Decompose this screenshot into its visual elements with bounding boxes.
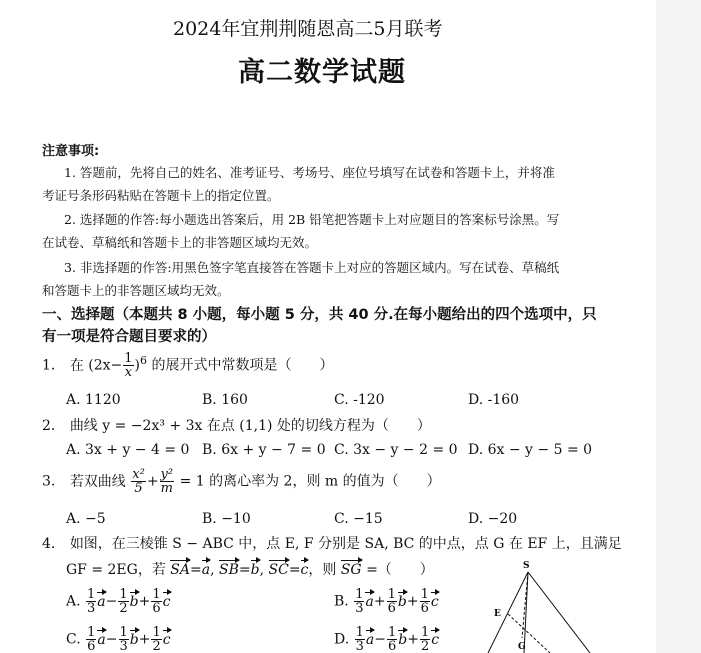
- q4-option-d: D. $\frac{1}{3}$ a− $\frac{1}{6}$ b+ $\frac{1}{2}$ c: [334, 625, 440, 653]
- question-4-line-1: [42, 533, 622, 553]
- q4c-vec-c: c: [162, 631, 171, 648]
- q4a-frac-3: [151, 588, 161, 615]
- question-4-number: 4.: [42, 536, 56, 552]
- q4c-frac-1-den: 6: [87, 639, 96, 653]
- q4-option-c-label: C.: [66, 631, 81, 648]
- q4a-vec-a: a: [97, 593, 106, 610]
- q4c-frac-3-num: 1: [152, 625, 161, 640]
- question-4-text-2b: ，则: [308, 562, 337, 578]
- question-3-post: = 1 的离心率为 2，则 m 的值为（ ）: [179, 473, 441, 490]
- q4a-frac-1-den: 3: [87, 601, 96, 616]
- q4a-vec-b: b: [129, 593, 139, 610]
- q4-option-b-label: B.: [334, 593, 349, 610]
- q4a-frac-1-num: 1: [87, 587, 96, 602]
- q4-option-a-label: A.: [66, 593, 81, 610]
- question-1-frac-den: x: [124, 365, 133, 380]
- q4c-frac-3: [151, 626, 161, 653]
- question-1: [42, 352, 333, 379]
- question-2-number: 2.: [42, 418, 56, 434]
- question-3-fraction-1: [131, 468, 146, 495]
- q2-option-b: B. 6x + y − 7 = 0: [202, 442, 326, 458]
- q4d-frac-1-num: 1: [355, 625, 364, 640]
- question-1-post: 的展开式中常数项是（ ）: [151, 357, 334, 374]
- q4c-frac-3-den: 2: [152, 639, 161, 653]
- question-1-exponent: 6: [140, 353, 148, 367]
- vector-a: a: [201, 562, 211, 578]
- question-4-line-2: GF = 2EG，若 SA=a, SB=b, SC=c，则 SG =（ ）: [66, 562, 434, 578]
- q4b-frac-1-num: 1: [355, 587, 364, 602]
- vector-b: b: [250, 562, 260, 578]
- q4d-frac-1: [355, 626, 365, 653]
- q4c-frac-2-num: 1: [119, 625, 128, 640]
- notice-title: 注意事项:: [42, 144, 100, 159]
- question-4-text-2c: =（ ）: [366, 562, 434, 578]
- q3-option-a: A. −5: [66, 511, 106, 527]
- subject-title: 高二数学试题: [238, 57, 406, 88]
- q4b-frac-2: [387, 588, 397, 615]
- q3-option-b: B. −10: [202, 511, 251, 527]
- q4c-vec-a: a: [97, 631, 106, 648]
- edge-sc: [528, 572, 590, 653]
- q4d-frac-3-num: 1: [421, 625, 430, 640]
- notice-item-2-line-2: 在试卷、草稿纸和答题卡上的非答题区域均无效。: [42, 235, 318, 250]
- notice-item-1-line-1: 1. 答题前，先将自己的姓名、准考证号、考场号、座位号填写在试卷和答题卡上，并将准: [64, 165, 555, 180]
- q4a-frac-1: [86, 588, 96, 615]
- q4-option-b: B. $\frac{1}{3}$ a+ $\frac{1}{6}$ b+ $\frac{1}{6}$ c: [334, 587, 439, 616]
- q4b-frac-3-den: 6: [420, 601, 429, 616]
- question-1-fraction: [123, 352, 133, 379]
- notice-item-3-line-1: 3. 非选择题的作答:用黑色签字笔直接答在答题卡上对应的答题区域内。写在试卷、草稿纸: [64, 260, 560, 275]
- q4c-vec-b: b: [129, 631, 139, 648]
- question-1-paren-open: (2x−: [88, 357, 123, 374]
- question-3-pre: 若双曲线: [69, 473, 126, 490]
- question-1-paren-close: ): [134, 357, 141, 374]
- q4a-frac-2-num: 1: [119, 587, 128, 602]
- question-3-fraction-2: [160, 468, 175, 495]
- question-4-text-2a: GF = 2EG，若: [66, 562, 166, 578]
- q1-option-d: D. -160: [468, 392, 520, 408]
- question-3-plus: +: [146, 473, 159, 490]
- q2-option-c: C. 3x − y − 2 = 0: [334, 442, 458, 458]
- q4d-frac-1-den: 3: [355, 639, 364, 653]
- q2-option-d: D. 6x − y − 5 = 0: [468, 442, 593, 458]
- vector-sa: SA: [170, 562, 190, 578]
- q4b-frac-2-num: 1: [387, 587, 396, 602]
- vector-sc: SC: [268, 562, 289, 578]
- q4a-frac-2: [118, 588, 128, 615]
- question-2-text: 曲线 y = −2x³ + 3x 在点 (1,1) 处的切线方程为（ ）: [69, 418, 431, 434]
- q3-option-d: D. −20: [468, 511, 518, 527]
- q4d-vec-c: c: [431, 631, 440, 648]
- q4b-frac-2-den: 6: [387, 601, 396, 616]
- question-3-frac2-den: m: [160, 481, 173, 496]
- q2-option-a: A. 3x + y − 4 = 0: [66, 442, 190, 458]
- segment-ef: [508, 614, 550, 653]
- q4c-frac-2-den: 3: [119, 639, 128, 653]
- question-3-frac2-num: y²: [160, 467, 174, 482]
- q4b-vec-b: b: [397, 593, 407, 610]
- q1-option-a: A. 1120: [66, 392, 121, 408]
- notice-item-3-line-2: 和答题卡上的非答题区域均无效。: [42, 283, 230, 298]
- question-1-frac-num: 1: [124, 351, 133, 366]
- q4d-frac-3: [420, 626, 430, 653]
- q4d-frac-2-num: 1: [388, 625, 397, 640]
- q4-option-c: C. $\frac{1}{6}$ a− $\frac{1}{3}$ b+ $\frac{1}{2}$ c: [66, 625, 171, 653]
- q4b-frac-3-num: 1: [420, 587, 429, 602]
- q1-option-c: C. -120: [334, 392, 385, 408]
- section-heading-line-1: 一、选择题（本题共 8 小题，每小题 5 分，共 40 分.在每小题给出的四个选项中，只: [42, 307, 597, 323]
- question-3-number: 3.: [42, 473, 56, 490]
- q4a-frac-2-den: 2: [119, 601, 128, 616]
- notice-item-2-line-1: 2. 选择题的作答:每小题选出答案后，用 2B 铅笔把答题卡上对应题目的答案标号涂黑。写: [64, 212, 560, 227]
- q4-option-a: A. $\frac{1}{3}$ a− $\frac{1}{2}$ b+ $\frac{1}{6}$ c: [66, 587, 171, 616]
- question-3-frac1-den: 5: [134, 481, 143, 496]
- exam-title: 2024年宜荆荆随恩高二5月联考: [173, 18, 443, 40]
- q4b-frac-1-den: 3: [355, 601, 364, 616]
- q4a-frac-3-num: 1: [152, 587, 161, 602]
- q4c-frac-2: [119, 626, 129, 653]
- q4a-vec-c: c: [162, 593, 171, 610]
- notice-item-1-line-2: 考证号条形码粘贴在答题卡上的指定位置。: [42, 188, 280, 203]
- question-3-frac1-num: x²: [132, 467, 145, 482]
- vector-c: c: [300, 562, 309, 578]
- section-heading-line-2: 有一项是符合题目要求的）: [42, 329, 216, 345]
- q3-option-c: C. −15: [334, 511, 383, 527]
- question-1-number: 1.: [42, 357, 56, 374]
- q4-option-d-label: D.: [334, 631, 350, 648]
- q4b-vec-a: a: [365, 593, 374, 610]
- q4d-frac-3-den: 2: [421, 639, 430, 653]
- label-g: G: [518, 642, 526, 652]
- question-3: [42, 468, 441, 495]
- vector-sg: SG: [340, 562, 362, 578]
- q4b-frac-1: [354, 588, 364, 615]
- label-s: S: [523, 561, 530, 571]
- q4d-vec-a: a: [365, 631, 375, 648]
- q4d-frac-2: [387, 626, 397, 653]
- pyramid-figure: [470, 556, 610, 653]
- q1-option-b: B. 160: [202, 392, 248, 408]
- q4d-frac-2-den: 6: [388, 639, 397, 653]
- scrollbar-track[interactable]: [656, 0, 701, 653]
- q4d-vec-b: b: [398, 631, 408, 648]
- q4b-frac-3: [420, 588, 430, 615]
- question-4-text-1: 如图，在三棱锥 S − ABC 中，点 E, F 分别是 SA, BC 的中点，点 G 在 EF 上，且满足: [69, 536, 622, 552]
- q4b-vec-c: c: [430, 593, 439, 610]
- vector-sb: SB: [219, 562, 239, 578]
- question-1-pre: 在: [69, 357, 84, 374]
- q4c-frac-1: [86, 626, 96, 653]
- question-2: [42, 415, 431, 435]
- q4a-frac-3-den: 6: [152, 601, 161, 616]
- q4c-frac-1-num: 1: [87, 625, 96, 640]
- label-e: E: [494, 609, 501, 619]
